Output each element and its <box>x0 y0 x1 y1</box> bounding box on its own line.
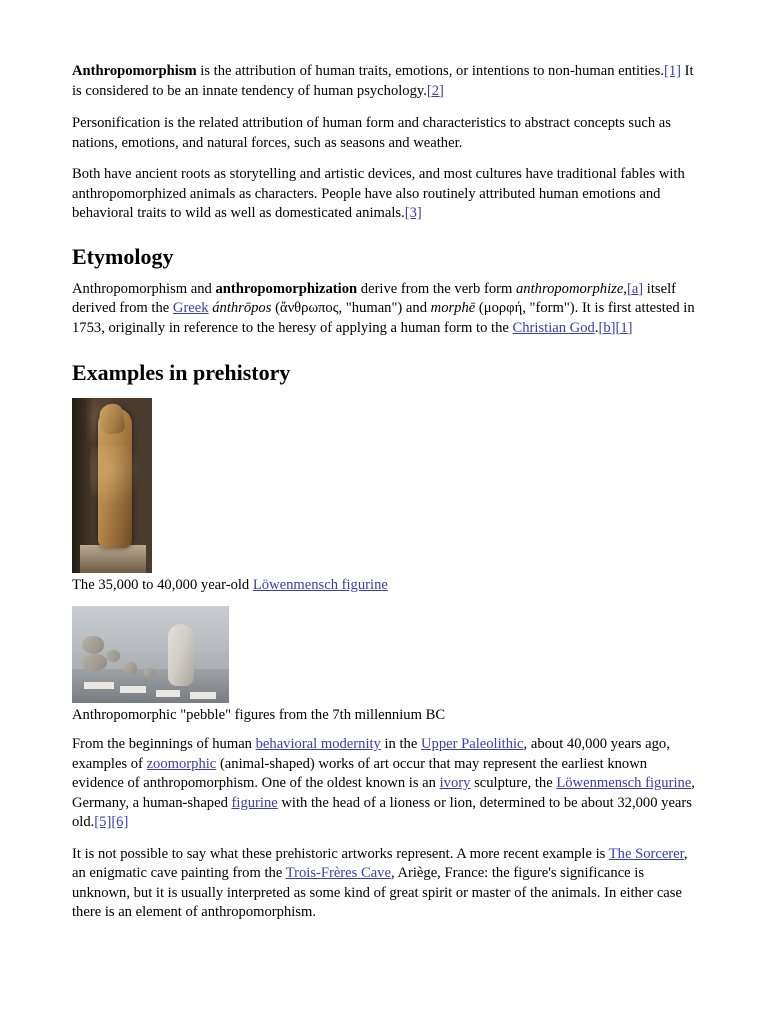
wiki-link-the-sorcerer[interactable]: The Sorcerer <box>608 845 684 862</box>
wiki-link-upper-paleolithic[interactable]: Upper Paleolithic <box>421 736 524 752</box>
lead-text-3a: Both have ancient roots as storytelling and artistic devices, and most cultures have traditional fables with anthropomorphized animals as characters. People have also routinely attributed human emotions and behavioral traits to wild as well as domesticated animals. <box>72 166 685 221</box>
museum-placard <box>84 682 114 689</box>
prehistory-text-1d: (animal-shaped) works of art occur that may represent the earliest known evidence of anthropomorphism. One of the oldest known is an <box>72 755 648 791</box>
prehistory-text-1c: , about 40,000 years ago, examples of <box>72 736 670 772</box>
wiki-link-loewenmensch-figurine-2[interactable]: Löwenmensch figurine <box>556 775 692 791</box>
pebble-stone <box>106 650 120 662</box>
figurine-pedestal <box>80 545 146 573</box>
prehistory-paragraph-1 <box>72 735 696 833</box>
figure-pebble-figures <box>72 606 696 703</box>
prehistory-text-1e: sculpture, the <box>470 775 557 791</box>
section-heading-prehistory: Examples in prehistory <box>72 360 291 385</box>
article-title-term: Anthropomorphism <box>72 63 197 79</box>
prehistory-paragraph-2 <box>72 845 696 923</box>
prehistory-text-2b: , an enigmatic cave painting from the <box>72 845 688 881</box>
etymology-text-3: , <box>623 280 627 297</box>
reference-link-2[interactable]: [2] <box>426 82 444 99</box>
figure-caption-pebble-figures: Anthropomorphic "pebble" figures from the 7th millennium BC <box>72 706 446 723</box>
tall-pebble-figure <box>168 624 194 686</box>
etymology-italic-morphe: morphē <box>430 300 476 316</box>
wiki-link-trois-freres-cave[interactable]: Trois-Frères Cave <box>285 865 391 881</box>
pebble-stone <box>124 662 137 675</box>
pebble-stone <box>144 668 155 678</box>
etymology-text-7: . <box>594 319 599 336</box>
wiki-link-greek[interactable]: Greek <box>172 300 209 316</box>
museum-placard <box>156 690 180 697</box>
prehistory-text-1a: From the beginnings of human <box>72 736 256 752</box>
reference-link-1b[interactable]: [1] <box>615 319 633 336</box>
prehistory-text-2a: It is not possible to say what these prehistoric artworks represent. A more recent example is <box>72 845 609 862</box>
museum-placard <box>120 686 146 693</box>
reference-link-3[interactable]: [3] <box>404 205 422 221</box>
prehistory-text-1b: in the <box>380 736 421 752</box>
wiki-link-christian-god[interactable]: Christian God <box>512 319 595 336</box>
etymology-paragraph <box>72 280 696 339</box>
caption-text-1: The 35,000 to 40,000 year-old <box>72 577 253 593</box>
loewenmensch-figurine-image[interactable] <box>72 398 152 573</box>
lead-text-1a: is the attribution of human traits, emotions, or intentions to non-human entities. <box>196 63 664 79</box>
etymology-text-2: derive from the verb form <box>357 280 516 297</box>
note-link-b[interactable]: [b] <box>598 319 616 336</box>
figurine-lion-head <box>98 402 126 435</box>
wiki-link-figurine[interactable]: figurine <box>231 794 278 811</box>
note-link-a[interactable]: [a] <box>626 280 644 297</box>
lead-paragraph-1 <box>72 62 696 101</box>
museum-placard <box>190 692 216 699</box>
lead-paragraph-3 <box>72 165 696 224</box>
section-heading-etymology: Etymology <box>72 243 174 269</box>
etymology-text-1: Anthropomorphism and <box>72 280 216 297</box>
figure-loewenmensch <box>72 398 696 573</box>
etymology-text-6: (μορφή, "form"). It is first attested in 1753, originally in reference to the heresy of applying a human form to the <box>72 300 695 336</box>
etymology-text-5: (ἄνθρωπος, "human") and <box>271 300 431 316</box>
wiki-link-zoomorphic[interactable]: zoomorphic <box>146 755 217 772</box>
wiki-link-behavioral-modernity[interactable]: behavioral modernity <box>255 736 381 752</box>
reference-link-1[interactable]: [1] <box>663 63 681 79</box>
prehistory-text-2c: , Ariège, France: the figure's significance is unknown, but it is usually interpreted as some kind of great spirit or master of the animals. In either case there is an element of anthropomorphism. <box>72 865 682 920</box>
etymology-bold-term: anthropomorphization <box>215 280 358 297</box>
pebble-stone <box>81 654 107 671</box>
image-highlight <box>90 446 140 506</box>
wiki-link-ivory[interactable]: ivory <box>439 775 471 791</box>
etymology-italic-anthropos: ánthrōpos <box>212 300 272 316</box>
etymology-italic-verb: anthropomorphize <box>516 280 624 297</box>
wiki-link-loewenmensch-figurine[interactable]: Löwenmensch figurine <box>252 577 388 593</box>
lead-paragraph-2: Personification is the related attribution of human form and characteristics to abstract concepts such as nations, emotions, and natural forces, such as seasons and weather. <box>72 115 671 151</box>
etymology-text-4: itself derived from the <box>72 280 676 316</box>
pebble-stone <box>82 636 104 654</box>
pebble-figures-image[interactable] <box>72 606 229 703</box>
reference-link-5-6[interactable]: [5][6] <box>94 814 129 830</box>
prehistory-text-1g: with the head of a lioness or lion, determined to be about 32,000 years old. <box>72 794 692 830</box>
lead-text-1b: It is considered to be an innate tendency of human psychology. <box>72 63 694 99</box>
prehistory-text-1f: , Germany, a human-shaped <box>72 775 695 811</box>
figure-caption-loewenmensch <box>72 576 696 596</box>
